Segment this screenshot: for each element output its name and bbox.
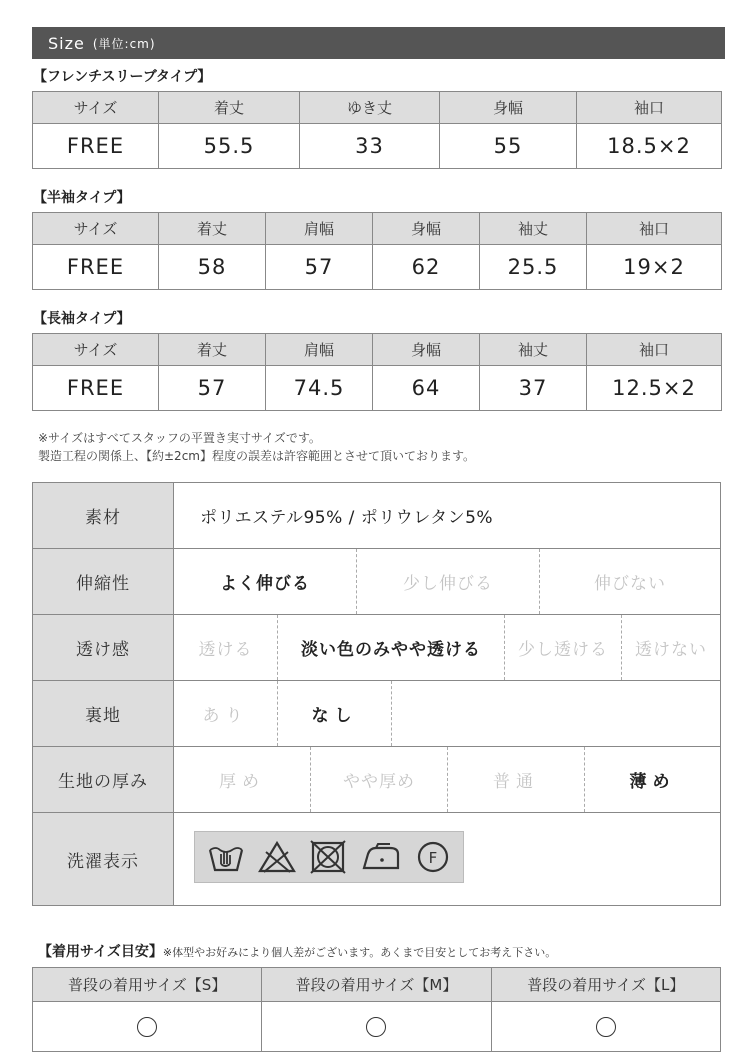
- fabric-spec-table: [32, 482, 721, 906]
- value-cell: 12.5×2: [587, 366, 722, 411]
- value-cell: 58: [159, 245, 266, 290]
- header-cell: 袖口: [587, 334, 722, 366]
- note-line: 製造工程の関係上、【約±2cm】程度の誤差は許容範囲とさせて頂いております。: [38, 449, 476, 463]
- thickness-option-thin: 薄め: [629, 772, 676, 792]
- value-cell: 55: [440, 124, 577, 169]
- value-cell: FREE: [33, 245, 159, 290]
- table-header-row: [33, 92, 722, 124]
- dry-clean-f-icon: [415, 840, 451, 874]
- fit-header-l: 普段の着用サイズ【L】: [491, 968, 720, 1002]
- care-row: [33, 813, 721, 906]
- no-tumble-dry-icon: [309, 840, 347, 874]
- stretch-option-some: 少し伸びる: [357, 549, 540, 614]
- value-cell: 62: [373, 245, 480, 290]
- sheer-options: [174, 615, 721, 681]
- sheer-option-light-colors: 淡い色のみやや透ける: [278, 615, 505, 680]
- long-sleeve-label: 【長袖タイプ】: [33, 311, 131, 327]
- sheer-option-sheer: 透ける: [174, 615, 278, 680]
- french-sleeve-label: 【フレンチスリーブタイプ】: [33, 69, 212, 85]
- material-row: [33, 483, 721, 549]
- circle-mark-icon: [596, 1017, 616, 1037]
- header-cell: 袖丈: [480, 213, 587, 245]
- value-cell: 64: [373, 366, 480, 411]
- circle-mark-icon: [137, 1017, 157, 1037]
- size-unit: (単位:cm): [92, 36, 156, 51]
- circle-mark-icon: [366, 1017, 386, 1037]
- sheer-label: 透け感: [33, 615, 174, 681]
- thickness-option-normal: 普通: [448, 747, 585, 812]
- fit-size-table: [32, 967, 721, 1052]
- thickness-options: [174, 747, 721, 813]
- fit-header-s: 普段の着用サイズ【S】: [33, 968, 262, 1002]
- header-cell: 袖口: [577, 92, 722, 124]
- stretch-options: [174, 549, 721, 615]
- value-cell: 74.5: [266, 366, 373, 411]
- short-sleeve-label: 【半袖タイプ】: [33, 190, 131, 206]
- size-title: Size: [48, 33, 85, 53]
- value-cell: 19×2: [587, 245, 722, 290]
- hand-wash-icon: [207, 840, 245, 874]
- long-sleeve-table: [32, 333, 722, 411]
- header-cell: サイズ: [33, 92, 159, 124]
- value-cell: 37: [480, 366, 587, 411]
- iron-icon: [360, 840, 402, 874]
- french-sleeve-table: [32, 91, 722, 169]
- fit-value-m: [262, 1002, 491, 1052]
- fit-title-text: 【着用サイズ目安】: [38, 944, 163, 960]
- stretch-row: [33, 549, 721, 615]
- header-cell: 着丈: [159, 213, 266, 245]
- value-cell: 55.5: [159, 124, 300, 169]
- value-cell: 33: [300, 124, 440, 169]
- value-cell: FREE: [33, 366, 159, 411]
- header-cell: 袖丈: [480, 334, 587, 366]
- table-row: [33, 366, 722, 411]
- thickness-label: 生地の厚み: [33, 747, 174, 813]
- thickness-option-slightly-thick: やや厚め: [311, 747, 448, 812]
- lining-option-no: なし: [278, 681, 392, 746]
- sheer-option-slightly: 少し透ける: [505, 615, 622, 680]
- table-row: [33, 245, 722, 290]
- sheer-option-none: 透けない: [635, 640, 707, 660]
- stretch-label: 伸縮性: [33, 549, 174, 615]
- stretch-option-high: よく伸びる: [174, 549, 357, 614]
- header-cell: 身幅: [373, 334, 480, 366]
- note-line: ※サイズはすべてスタッフの平置き実寸サイズです。: [38, 431, 321, 445]
- header-cell: ゆき丈: [300, 92, 440, 124]
- table-header-row: [33, 334, 722, 366]
- header-cell: 着丈: [159, 334, 266, 366]
- material-value: ポリエステル95% / ポリウレタン5%: [200, 508, 494, 528]
- svg-text:F: F: [428, 849, 437, 867]
- header-cell: 袖口: [587, 213, 722, 245]
- lining-option-yes: あり: [174, 681, 278, 746]
- size-notes: [38, 429, 475, 465]
- header-cell: サイズ: [33, 213, 159, 245]
- sheer-row: [33, 615, 721, 681]
- lining-label: 裏地: [33, 681, 174, 747]
- table-row: [33, 1002, 721, 1052]
- material-cell: [174, 483, 721, 549]
- thickness-row: [33, 747, 721, 813]
- value-cell: 18.5×2: [577, 124, 722, 169]
- fit-value-s: [33, 1002, 262, 1052]
- fit-size-title: [38, 941, 556, 961]
- value-cell: FREE: [33, 124, 159, 169]
- care-cell: [174, 813, 721, 906]
- header-cell: 身幅: [440, 92, 577, 124]
- fit-note: ※体型やお好みにより個人差がございます。あくまで目安としてお考え下さい。: [162, 946, 557, 959]
- table-header-row: [33, 968, 721, 1002]
- stretch-option-none: 伸びない: [594, 574, 666, 594]
- material-label: 素材: [33, 483, 174, 549]
- header-cell: 肩幅: [266, 213, 373, 245]
- care-label-tag: [194, 831, 464, 883]
- value-cell: 57: [159, 366, 266, 411]
- care-label: 洗濯表示: [33, 813, 174, 906]
- table-row: [33, 124, 722, 169]
- header-cell: 着丈: [159, 92, 300, 124]
- fit-header-m: 普段の着用サイズ【M】: [262, 968, 491, 1002]
- value-cell: 57: [266, 245, 373, 290]
- fit-value-l: [491, 1002, 720, 1052]
- table-header-row: [33, 213, 722, 245]
- short-sleeve-table: [32, 212, 722, 290]
- header-cell: 肩幅: [266, 334, 373, 366]
- lining-options: [174, 681, 721, 747]
- header-cell: 身幅: [373, 213, 480, 245]
- lining-row: [33, 681, 721, 747]
- header-cell: サイズ: [33, 334, 159, 366]
- value-cell: 25.5: [480, 245, 587, 290]
- size-header: [32, 27, 725, 59]
- no-bleach-icon: [258, 840, 296, 874]
- thickness-option-thick: 厚め: [174, 747, 311, 812]
